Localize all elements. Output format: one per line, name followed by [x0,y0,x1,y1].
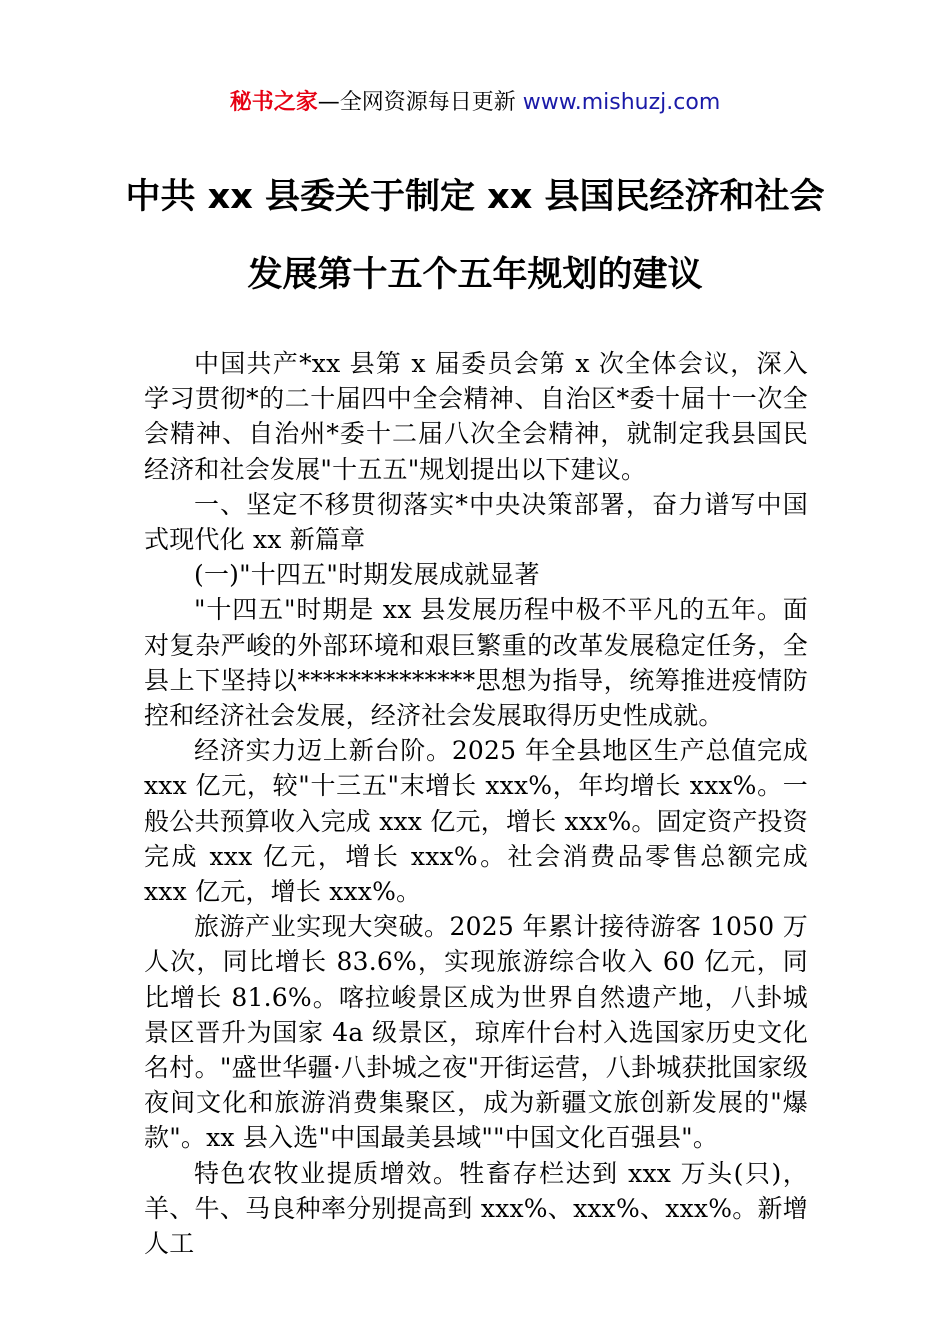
site-url[interactable]: www.mishuzj.com [522,90,721,115]
document-body [144,346,808,1261]
document-title [100,158,850,314]
paragraph: 特色农牧业提质增效。牲畜存栏达到 xxx 万头(只)，羊、牛、马良种率分别提高到 xxx%、xxx%、xxx%。新增人工 [144,1158,808,1259]
paragraph-intro: 中国共产*xx 县第 x 届委员会第 x 次全体会议，深入学习贯彻*的二十届四中全会精神、自治区*委十届十一次全会精神、自治州*委十二届八次全会精神，就制定我县国民经济和社会发展"十五五"规划提出以下建议。 [144,349,808,484]
section-heading: 一、坚定不移贯彻落实*中央决策部署，奋力谱写中国式现代化 xx 新篇章 [144,489,808,555]
subsection-heading: (一)"十四五"时期发展成就显著 [194,560,540,590]
title-line-1: 中共 xx 县委关于制定 xx 县国民经济和社会 [125,177,825,217]
paragraph: 旅游产业实现大突破。2025 年累计接待游客 1050 万人次，同比增长 83.6%，实现旅游综合收入 60 亿元，同比增长 81.6%。喀拉峻景区成为世界自然遗产地，八卦城景区晋升为国家 4a 级景区，琼库什台村入选国家历史文化名村。"盛世华疆·八卦城之夜"开街运营，八卦城获批国家级夜间文化和旅游消费集聚区，成为新疆文旅创新发展的"爆款"。xx 县入选"中国最美县域""中国文化百强县"。 [144,912,808,1153]
site-header [0,86,950,120]
title-line-2: 发展第十五个五年规划的建议 [247,255,703,295]
site-slogan: —全网资源每日更新 [317,90,523,115]
paragraph: 经济实力迈上新台阶。2025 年全县地区生产总值完成 xxx 亿元，较"十三五"末增长 xxx%，年均增长 xxx%。一般公共预算收入完成 xxx 亿元，增长 xxx%。固定资产投资完成 xxx 亿元，增长 xxx%。社会消费品零售总额完成 xxx 亿元，增长 xxx%。 [144,736,808,907]
paragraph: "十四五"时期是 xx 县发展历程中极不平凡的五年。面对复杂严峻的外部环境和艰巨繁重的改革发展稳定任务，全县上下坚持以**************思想为指导，统筹推进疫情防控和经济社会发展，经济社会发展取得历史性成就。 [144,595,808,731]
site-brand: 秘书之家 [229,90,318,115]
